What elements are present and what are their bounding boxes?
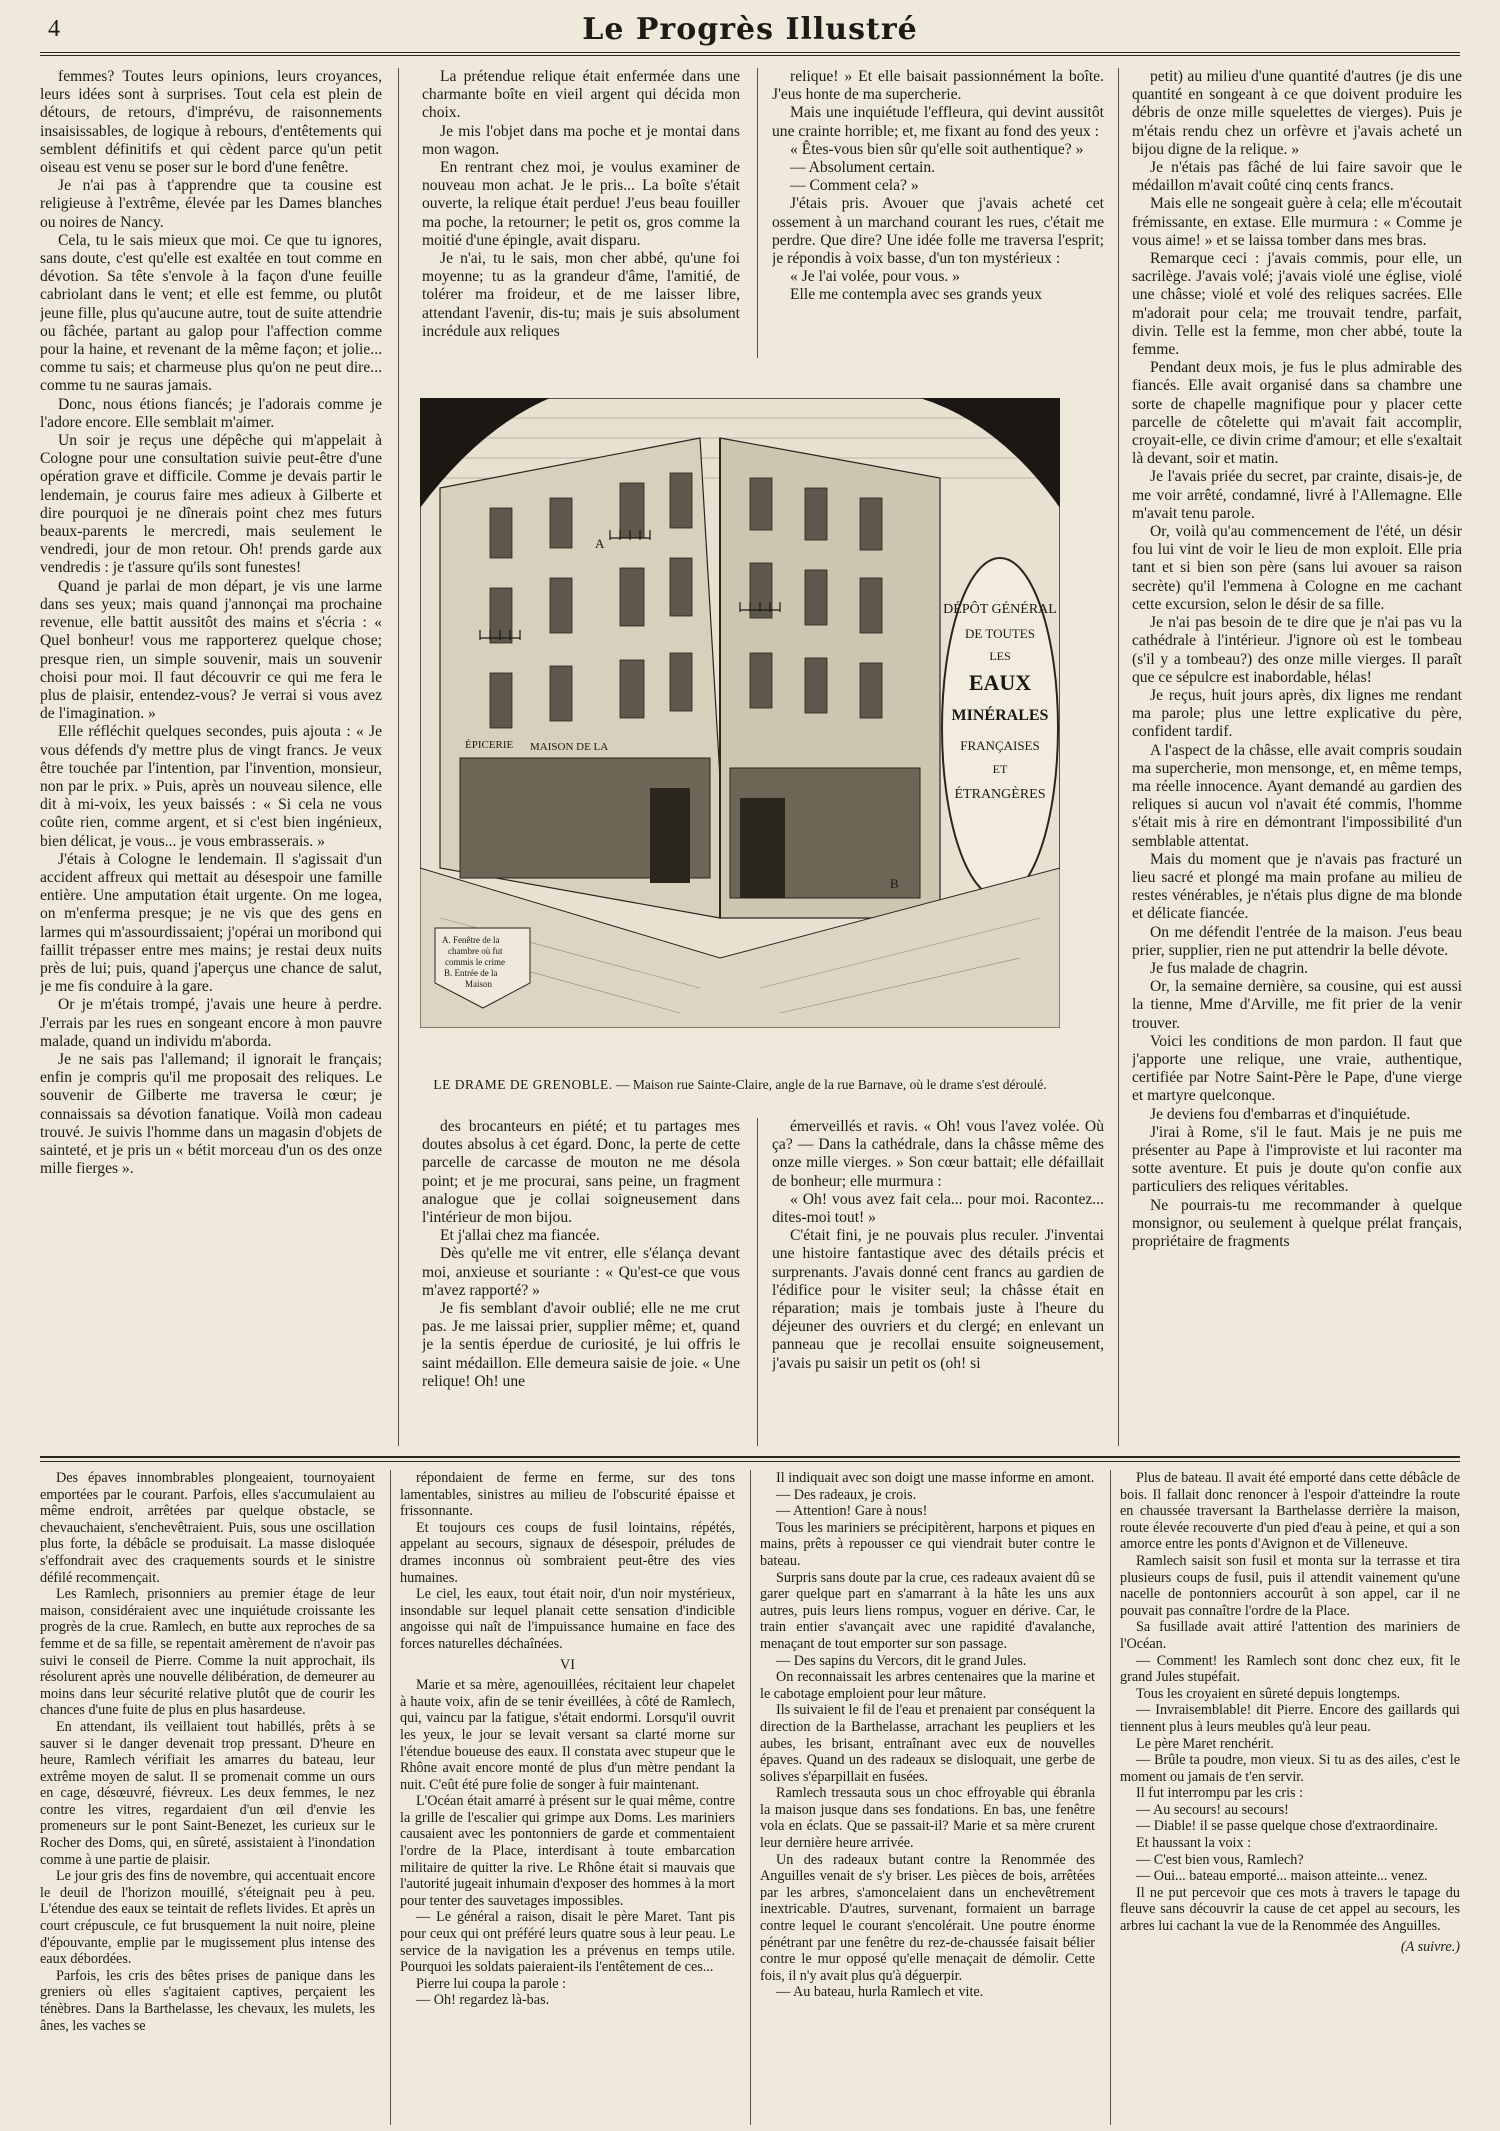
paragraph: — Oui... bateau emporté... maison atteinte... venez.: [1136, 1868, 1428, 1885]
paragraph: Je n'ai, tu le sais, mon cher abbé, qu'une foi moyenne; tu as la grandeur d'âme, l'amitié, de tolérer ma froideur, et de me laisser libre, attendant l'avenir, dis-tu; mais je suis absolument incrédule aux reliques: [422, 250, 740, 340]
paragraph: Surpris sans doute par la crue, ces radeaux avaient dû se garer quelque part en s'amarrant à la hâte les uns aux autres, puis leurs liens rompus, voguer en dérive. Car, le train entier s'avançait avec une rapidité d'avalanche, menaçant de tout emporter sur son passage.: [760, 1569, 1095, 1652]
paragraph: Ramlech saisit son fusil et monta sur la terrasse et tira plusieurs coups de fusil, puis il attendit vainement qu'une nacelle de pontonniers accourût à son appel, car il ne pouvait pas connaître l'ordre de la Place.: [1120, 1552, 1460, 1619]
paragraph: Pendant deux mois, je fus le plus admirable des fiancés. Elle avait organisé dans sa chambre une sorte de chapelle magnifique pour y placer cette parcelle de côtelette qui m'avait fait accomplir, croyait-elle, ce divin crime d'amour; et elle s'exaltait là devant, soir et matin.: [1132, 359, 1462, 468]
paragraph: Pierre lui coupa la parole :: [416, 1975, 567, 1992]
sign-etrangeres: ÉTRANGÈRES: [954, 787, 1046, 802]
paragraph: Donc, nous étions fiancés; je l'adorais comme je l'adore encore. Elle semblait m'aimer.: [40, 395, 382, 431]
paragraph: On me défendit l'entrée de la maison. J'eus beau prier, supplier, rien ne put attendrir la belle dévote.: [1132, 923, 1462, 959]
paragraph: On reconnaissait les arbres centenaires que la marine et le cabotage emploient pour leur mâture.: [760, 1669, 1095, 1702]
serial-column-1: [40, 1470, 375, 2125]
column-divider: [757, 1118, 758, 1446]
legend-a: A. Fenêtre de la: [442, 935, 500, 945]
paragraph: — Des sapins du Vercors, dit le grand Jules.: [776, 1652, 1027, 1669]
paragraph: — Brûle ta poudre, mon vieux. Si tu as des ailes, c'est le moment ou jamais de t'en servir.: [1120, 1752, 1460, 1785]
paragraph: Je reçus, huit jours après, dix lignes me rendant ma parole; plus une lettre explicative du père, confident tardif.: [1132, 686, 1462, 741]
serial-column-4: [1120, 1470, 1460, 2125]
paragraph: « Êtes-vous bien sûr qu'elle soit authentique? »: [790, 140, 1084, 158]
masthead-title: Le Progrès Illustré: [582, 12, 918, 47]
page-number: 4: [48, 16, 60, 42]
legend-a3: commis le crime: [445, 957, 505, 967]
paragraph: Or je m'étais trompé, j'avais une heure à perdre. J'errais par les rues en songeant encore à mon pauvre malade, quand un individu m'aborda.: [40, 996, 382, 1050]
paragraph: — Au secours! au secours!: [1136, 1801, 1289, 1818]
paragraph: Dès qu'elle me vit entrer, elle s'élança devant moi, anxieuse et souriante : « Qu'est-ce que vous m'avez rapporté? »: [422, 1245, 740, 1299]
legend-a2: chambre où fut: [448, 946, 503, 956]
paragraph: Le père Maret renchérit.: [1136, 1735, 1274, 1752]
paragraph: répondaient de ferme en ferme, sur des tons lamentables, sinistres au milieu de l'obscurité épaisse et frissonnante.: [400, 1470, 735, 1520]
story-column-3-bottom: [772, 1118, 1104, 1443]
story-column-2-top: [422, 68, 740, 358]
paragraph: — C'est bien vous, Ramlech?: [1136, 1851, 1304, 1868]
paragraph: Ramlech tressauta sous un choc effroyable qui ébranla la maison jusque dans ses fondations. En bas, une fenêtre vola en éclats. Que se passait-il? Marie et sa mère crurent leur dernière heure arrivée.: [760, 1785, 1095, 1852]
sign-shop: MAISON DE LA: [530, 741, 609, 753]
paragraph: Le jour gris des fins de novembre, qui accentuait encore le deuil de l'horizon mouillé, s'éteignait peu à peu. L'étendue des eaux se teintait de reflets livides. Et après un court crépuscule, ce fut brusquement la nuit noire, pleine d'épouvante, emplie par le mugissement plus intense des eaux débordées.: [40, 1868, 375, 1968]
paragraph: Marie et sa mère, agenouillées, récitaient leur chapelet à haute voix, afin de se tenir éveillées, à côté de Ramlech, qui, vaincu par la fatigue, s'était endormi. Lorsqu'il ouvrit les yeux, le jour se levait versant sa clarté morne sur l'étendue boueuse des eaux. Il constata avec stupeur que le Rhône avait encore monté de plus d'un mètre pendant la nuit. C'eût été pure folie de songer à fuir maintenant.: [400, 1677, 735, 1793]
paragraph: Mais elle ne songeait guère à cela; elle m'écoutait frémissante, en extase. Elle murmura : « Comme je vous aime! » et se laissa tomber dans mes bras.: [1132, 195, 1462, 249]
legend-b2: Maison: [465, 979, 492, 989]
mark-a: A: [595, 536, 605, 551]
illustration-caption: [420, 1075, 1060, 1094]
paragraph: petit) au milieu d'une quantité d'autres (je dis une quantité en songeant à ce que doivent produire les débris de onze mille squelettes de vierges). Puis je m'étais rendu chez un orfèvre et j'avais acheté un bijou digne de la relique. »: [1132, 68, 1462, 158]
sign-depot: DÉPÔT GÉNÉRAL: [943, 602, 1057, 617]
paragraph: Ils suivaient le fil de l'eau et prenaient par conséquent la direction de la Barthelasse, arrachant les peupliers et les aubes, les brisant, entraînant avec eux de nouvelles épaves. Quand un des radeaux se disloquait, une gerbe de solives s'éparpillait en fusées.: [760, 1702, 1095, 1785]
paragraph: Elle réfléchit quelques secondes, puis ajouta : « Je vous défends d'y mettre plus de vingt francs. Je veux être touchée par l'intention, par l'invention, monsieur, non par le prix. » Puis, après un nouveau silence, elle dit à mi-voix, les yeux baissés : « Si cela ne vous coûte rien, comme argent, et si c'est bien ingénieux, bien délicat, je vous... je vous embrasserais. »: [40, 723, 382, 850]
paragraph: Ne pourrais-tu me recommander à quelque monsignor, ou seulement à quelque prélat français, propriétaire de fragments: [1132, 1196, 1462, 1250]
story-column-4: [1132, 68, 1462, 1443]
paragraph: Il ne put percevoir que ces mots à travers le tapage du fleuve sans découvrir la cause de cet appel au secours, les arbres lui cachant la vue de la Renommée des Anguilles.: [1120, 1884, 1460, 1935]
paragraph: Je mis l'objet dans ma poche et je montai dans mon wagon.: [422, 122, 740, 158]
story-column-1: [40, 68, 382, 1443]
paragraph: Et j'allai chez ma fiancée.: [440, 1227, 600, 1245]
paragraph: Voici les conditions de mon pardon. Il faut que j'apporte une relique, une vraie, authentique, certifiée par Notre Saint-Père le Pape, d'une vierge et martyre quelconque.: [1132, 1032, 1462, 1105]
paragraph: Quand je parlai de mon départ, je vis une larme dans ses yeux; mais quand j'annonçai ma prochaine revenue, elle battit aussitôt des mains et s'écria : « Quel bonheur! vous me rapporterez quelque chose; presque rien, un simple souvenir, mais un souvenir choisi pour moi. Il faut découvrir ce qui me fera le plus de plaisir, entendez-vous? Je verrai si vous avez de l'imagination. »: [40, 577, 382, 723]
sign-les: LES: [989, 649, 1011, 663]
paragraph: — Le général a raison, disait le père Maret. Tant pis pour ceux qui ont préféré leurs quatre sous à leur peau. Le service de la navigation les a prévenus en temps utile. Pourquoi les soldats paieraient-ils l'entêtement de ces...: [400, 1909, 735, 1976]
paragraph: Un des radeaux butant contre la Renommée des Anguilles venait de s'y briser. Les pièces de bois, arrêtées par les arbres, s'amoncelaient dans un enchevêtrement inextricable. D'autres, survenant, formaient un barrage contre lequel le courant s'encolérait. Une poutre énorme pénétrant par une fenêtre du rez-de-chaussée faisait bélier contre le mur opposé qu'elle menaçait de démolir. Cette fois, il n'y avait plus qu'à déguerpir.: [760, 1851, 1095, 1984]
paragraph: A l'aspect de la châsse, elle avait compris soudain ma supercherie, mon mensonge, et, en même temps, ma réelle innocence. Ayant demandé au gardien des reliques si aucun vol n'avait été commis, l'homme s'était mis à rire en démontrant l'impossibilité d'un semblable attentat.: [1132, 741, 1462, 850]
paragraph: Elle me contempla avec ses grands yeux: [790, 286, 1043, 304]
paragraph: Et toujours ces coups de fusil lointains, répétés, appelant au secours, signaux de désespoir, préludes de drames inconnus où sombraient peut-être des vies humaines.: [400, 1519, 735, 1586]
paragraph: J'étais pris. Avouer que j'avais acheté cet ossement à un marchand courant les rues, c'était me perdre. Que dire? Une idée folle me traversa l'esprit; je répondis à voix basse, d'un ton mystérieux :: [772, 195, 1104, 268]
paragraph: Parfois, les cris des bêtes prises de panique dans les greniers où elles s'agitaient captives, perçaient les ténèbres. Dans la Barthelasse, les chevaux, les mulets, les ânes, les vaches se: [40, 1967, 375, 2034]
sign-eaux: EAUX: [968, 670, 1032, 695]
serial-column-3: [760, 1470, 1095, 2125]
paragraph: Il fut interrompu par les cris :: [1136, 1785, 1304, 1802]
paragraph: Les Ramlech, prisonniers au premier étage de leur maison, considéraient avec une inquiétude croissante les progrès de la crue. Ramlech, en butte aux reproches de sa femme et de sa fille, se repentait amèrement de n'avoir pas suivi le conseil de Pierre. Comme la nuit approchait, ils résolurent après une nouvelle délibération, de demeurer au moins dans leur sécurité relative plutôt que de courir les chances d'une fuite de plus en plus hasardeuse.: [40, 1586, 375, 1719]
paragraph: — Des radeaux, je crois.: [776, 1486, 917, 1503]
paragraph: Je n'ai pas besoin de te dire que je n'ai pas vu la cathédrale à l'intérieur. J'ignore où est le tombeau (s'il y a tombeau?) des onze mille vierges. Il paraît que ce sépulcre est inabordable, hélas!: [1132, 614, 1462, 686]
sign-et: ET: [992, 762, 1008, 776]
paragraph: Tous les croyaient en sûreté depuis longtemps.: [1136, 1685, 1401, 1702]
column-divider: [1118, 68, 1119, 1446]
paragraph: émerveillés et ravis. « Oh! vous l'avez volée. Où ça? — Dans la cathédrale, dans la châsse même des onze mille vierges. » Son cœur battait; elle défaillait de bonheur; elle murmura :: [772, 1118, 1104, 1190]
paragraph: — Absolument certain.: [790, 159, 936, 177]
paragraph: Il indiquait avec son doigt une masse informe en amont.: [776, 1470, 1095, 1486]
sign-toutes: DE TOUTES: [965, 626, 1035, 641]
paragraph: « Je l'ai volée, pour vous. »: [790, 268, 960, 286]
paragraph: Or, la semaine dernière, sa cousine, qui est aussi la tienne, Mme d'Arville, me fit prier de la venir trouver.: [1132, 978, 1462, 1032]
story-column-3-top: [772, 68, 1104, 358]
caption-title: LE DRAME DE GRENOBLE.: [433, 1077, 613, 1092]
paragraph: Des épaves innombrables plongeaient, tournoyaient emportées par le courant. Parfois, elles s'accumulaient au même endroit, arrêtées par quelque obstacle, se chevauchaient, s'enchevêtraient. Puis, sous une oscillation plus forte, la débâcle se produisait. La masse disloquée s'effondrait avec des craquements sourds et le sinistre défilé recommençait.: [40, 1470, 375, 1586]
paragraph: J'étais à Cologne le lendemain. Il s'agissait d'un accident affreux qui mettait au désespoir une famille entière. Une amputation était urgente. On me logea, on m'enferma presque; je ne vis que des gens en larmes qui m'assourdissaient; j'opérai un moribond qui faillit trépasser entre mes mains; je restai deux nuits près de lui; puis, quand j'aperçus une chance de salut, je me fis conduire à la gare.: [40, 850, 382, 996]
paragraph: — Oh! regardez là-bas.: [416, 1992, 550, 2009]
story-column-2-bottom: [422, 1118, 740, 1443]
paragraph: Je fus malade de chagrin.: [1150, 959, 1309, 977]
to-be-continued: (A suivre.): [1400, 1938, 1460, 1955]
legend-b: B. Entrée de la: [444, 968, 498, 978]
paragraph: — Diable! il se passe quelque chose d'extraordinaire.: [1136, 1818, 1438, 1835]
paragraph: Sa fusillade avait attiré l'attention des mariniers de l'Océan.: [1120, 1619, 1460, 1652]
paragraph: des brocanteurs en piété; et tu partages mes doutes absolus à cet égard. Donc, la perte de cette parcelle de carcasse de mouton ne me désola point; et je me procurai, sans peine, un fragment analogue que je collai soigneusement dans l'intérieur de mon bijou.: [422, 1118, 740, 1227]
sign-minerales: MINÉRALES: [951, 707, 1049, 724]
serial-column-2: [400, 1470, 735, 2125]
paragraph: femmes? Toutes leurs opinions, leurs croyances, leurs idées sont à surprises. Tout cela est plein de détours, de retours, d'imprévu, de raisonnements insaisissables, de logique à rebours, d'entêtements qui semblent définitifs et qui cèdent parce qu'un petit oiseau est venu se poser sur le bord d'une fenêtre.: [40, 68, 382, 177]
paragraph: Je ne sais pas l'allemand; il ignorait le français; enfin je compris qu'il me proposait des reliques. Le souvenir de Gilberte me traversa le cœur; je connaissais sa dévotion fanatique. Voilà mon cadeau trouvé. Je suivis l'homme dans un magasin d'objets de sainteté, et je pris un « bétit morceau d'un os des onze mille fierges ».: [40, 1050, 382, 1178]
paragraph: — Au bateau, hurla Ramlech et vite.: [776, 1984, 984, 2001]
paragraph: Tous les mariniers se précipitèrent, harpons et piques en mains, prêts à repousser ce qui viendrait buter contre le bateau.: [760, 1519, 1095, 1569]
paragraph: Plus de bateau. Il avait été emporté dans cette débâcle de bois. Il fallait donc renoncer à l'espoir d'atteindre la route en chaussée traversant la Barthelasse derrière la maison, route élevée recouverte d'un pied d'eau à peine, et qui a son amorce entre les ponts d'Avignon et de Villeneuve.: [1120, 1470, 1460, 1553]
paragraph: Mais une inquiétude l'effleura, qui devint aussitôt une crainte horrible; et, me fixant au fond des yeux :: [772, 104, 1104, 140]
caption-text: — Maison rue Sainte-Claire, angle de la rue Barnave, où le drame s'est déroulé.: [616, 1077, 1047, 1092]
paragraph: Remarque ceci : j'avais commis, pour elle, un sacrilège. J'avais volé; j'avais violé une église, violé une châsse; violé et volé des reliques sacrées. Elle m'adorait pour cela; me trouvait tendre, parfait, divin. Telle est la femme, mon cher abbé, toute la femme.: [1132, 250, 1462, 359]
paragraph: — Comment! les Ramlech sont donc chez eux, fit le grand Jules stupéfait.: [1120, 1652, 1460, 1686]
paragraph: C'était fini, je ne pouvais plus reculer. J'inventai une histoire fantastique avec des détails précis et surprenants. J'avais donné cent francs au gardien de l'édifice pour le visiter seul; la châsse était en réparation; mais je tombais juste à l'heure du déjeuner des ouvriers et du clergé; en enlevant un panneau que je recollai ensuite soigneusement, j'avais pu saisir un petit os (oh! si: [772, 1227, 1104, 1372]
mark-b: B: [890, 876, 899, 891]
paragraph: Cela, tu le sais mieux que moi. Ce que tu ignores, sans doute, c'est qu'elle est exaltée en tout comme en dévotion. Sa tête s'envole à la façon d'une feuille cabriolant dans le vent; et elle est femme, ou plutôt jeune fille, plus qu'aucune autre, tout de suite attendrie ou fâchée, partant au galop pour l'affection comme pour la haine, et revenant de la même façon; et jolie... comme tu sais; et charmeuse plus qu'on ne peut dire... comme tu ne sauras jamais.: [40, 231, 382, 395]
paragraph: Le ciel, les eaux, tout était noir, d'un noir mystérieux, insondable sur lequel planait cette sensation d'indicible angoisse qui naît de l'impuissance humaine en face des forces naturelles déchaînées.: [400, 1586, 735, 1652]
paragraph: J'irai à Rome, s'il le faut. Mais je ne puis me présenter au Pape à l'improviste et lui raconter ma sotte aventure. Et puis je doute qu'on confie aux particuliers des reliques véritables.: [1132, 1123, 1462, 1196]
paragraph: Je l'avais priée du secret, par crainte, disais-je, de me voir arrêté, condamné, livré à l'Allemagne. Elle m'avait tenu parole.: [1132, 468, 1462, 522]
column-divider: [757, 68, 758, 358]
sign-francaises: FRANÇAISES: [960, 738, 1040, 753]
paragraph: — Comment cela? »: [790, 177, 919, 195]
paragraph: Mais du moment que je n'avais pas fracturé un lieu sacré et plongé ma main profane au milieu de restes vénérables, je n'étais plus digne de ma blonde et délicate fiancée.: [1132, 850, 1462, 923]
column-divider: [750, 1470, 751, 2125]
header-rule: [40, 52, 1460, 53]
feuilleton-rule-thin: [40, 1461, 1460, 1462]
page-header: [40, 12, 1460, 48]
paragraph: Je n'ai pas à t'apprendre que ta cousine est religieuse à l'extrême, élevée par les Dames blanches ou noires de Nancy.: [40, 177, 382, 231]
paragraph: L'Océan était amarré à présent sur le quai même, contre la grille de l'escalier qui grimpe aux Doms. Les mariniers causaient avec les pontonniers de garde et commentaient l'ordre de la Place, interdisant à toute embarcation militaire de quitter la rive. Le Rhône était si mauvais que l'autorité jugeait inhumain d'exposer des hommes à la mort pour tenter des sauvetages impossibles.: [400, 1793, 735, 1909]
paragraph: En attendant, ils veillaient tout habillés, prêts à se sauver si le danger devenait trop pressant. D'heure en heure, Ramlech vérifiait les amarres du bateau, leur extrême moyen de salut. Il se promenait comme un ours en cage, désœuvré, fiévreux. Les deux femmes, le nez contre les vitres, regardaient d'un œil d'envie les promeneurs sur le pont Saint-Benezet, les curieux sur le Rocher des Doms, qui, en sûreté, assistaient à l'inondation comme à une partie de plaisir.: [40, 1718, 375, 1868]
paragraph: relique! » Et elle baisait passionnément la boîte. J'eus honte de ma supercherie.: [772, 68, 1104, 104]
paragraph: En rentrant chez moi, je voulus examiner de nouveau mon achat. Je le pris... La boîte s'était ouverte, la relique était perdue! J'eus beau fouiller ma poche, la retourner; le petit os, gros comme la moitié d'une épingle, avait disparu.: [422, 159, 740, 249]
paragraph: Je fis semblant d'avoir oublié; elle ne me crut pas. Je me laissai prier, supplier même; et, quand je la sentis éperdue de curiosité, je lui offris le saint médaillon. Elle demeura saisie de joie. « Une relique! Oh! une: [422, 1300, 740, 1390]
chapter-heading: VI: [560, 1656, 575, 1673]
header-rule-thin: [40, 55, 1460, 56]
column-divider: [398, 68, 399, 1446]
paragraph: Un soir je reçus une dépêche qui m'appelait à Cologne pour une consultation suivie peut-être d'une opération grave et difficile. Comme je devais partir le lendemain, je courus faire mes adieux à Gilberte et dire pourquoi je ne dînerais point chez mes futurs beaux-parents le mercredi, mais seulement le vendredi, jour de mon retour. Oh! prends garde aux vendredis : je t'assure qu'ils sont funestes!: [40, 432, 382, 577]
building-illustration: [420, 398, 1060, 1028]
sign-epicerie: ÉPICERIE: [465, 739, 514, 751]
column-divider: [390, 1470, 391, 2125]
paragraph: Je n'étais pas fâché de lui faire savoir que le médaillon m'avait coûté cinq cents francs.: [1132, 159, 1462, 195]
paragraph: Et haussant la voix :: [1136, 1835, 1252, 1852]
paragraph: — Attention! Gare à nous!: [776, 1503, 928, 1520]
paragraph: Or, voilà qu'au commencement de l'été, un désir fou lui vint de voir le lieu de mon exploit. Elle pria tant et si bien son père (sans lui avouer sa raison secrète) qu'il l'emmena à Cologne en me cachant cette excursion, selon le désir de sa fille.: [1132, 523, 1462, 613]
feuilleton-rule: [40, 1456, 1460, 1458]
paragraph: — Invraisemblable! dit Pierre. Encore des gaillards qui tiennent plus à leurs meubles qu'à leur peau.: [1120, 1702, 1460, 1735]
paragraph: « Oh! vous avez fait cela... pour moi. Racontez... dites-moi tout! »: [772, 1190, 1104, 1227]
column-divider: [1110, 1470, 1111, 2125]
paragraph: La prétendue relique était enfermée dans une charmante boîte en vieil argent qui décida mon choix.: [422, 68, 740, 122]
paragraph: Je deviens fou d'embarras et d'inquiétude.: [1150, 1105, 1411, 1123]
